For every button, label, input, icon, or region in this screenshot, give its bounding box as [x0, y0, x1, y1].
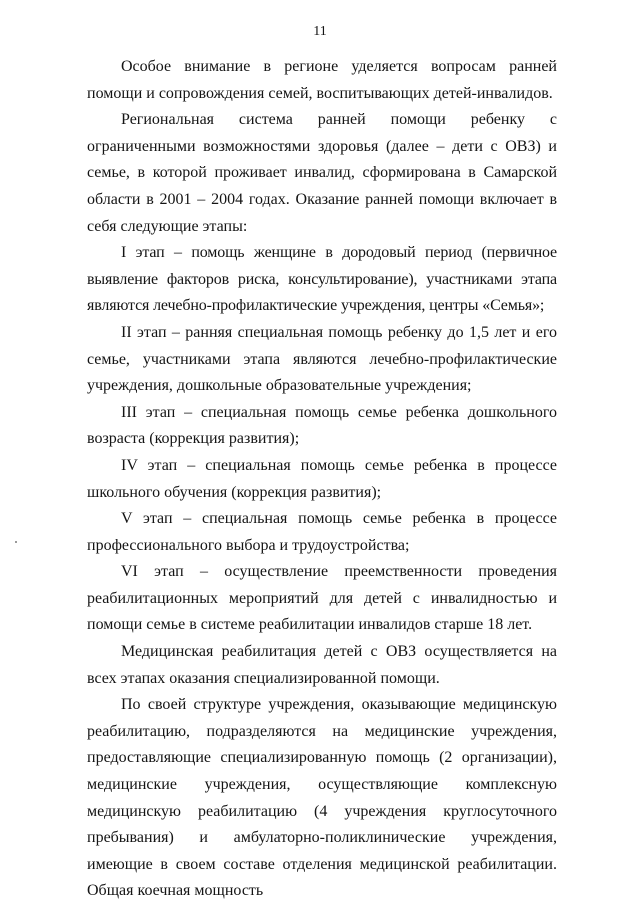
document-body [87, 54, 557, 905]
page-number: 11 [313, 24, 327, 39]
paragraph-stage-2: II этап – ранняя специальная помощь ребенку до 1,5 лет и его семье, участниками этапа являются лечебно-профилактические учреждения, дошкольные образовательные учреждения; [87, 323, 557, 395]
paragraph-stage-3: III этап – специальная помощь семье ребенка дошкольного возраста (коррекция развития); [87, 403, 557, 448]
paragraph-stage-6: VI этап – осуществление преемственности проведения реабилитационных мероприятий для детей с инвалидностью и помощи семье в системе реабилитации инвалидов старше 18 лет. [87, 563, 557, 634]
paragraph-early-help-intro: Особое внимание в регионе уделяется вопросам ранней помощи и сопровождения семей, воспитывающих детей-инвалидов. [87, 58, 557, 102]
scan-speck [15, 541, 17, 543]
paragraph-stage-4: IV этап – специальная помощь семье ребенка в процессе школьного обучения (коррекция развития); [87, 456, 557, 501]
paragraph-stage-1: I этап – помощь женщине в дородовый период (первичное выявление факторов риска, консультирование), участниками этапа являются лечебно-профилактические учреждения, центры «Семья»; [87, 244, 557, 315]
paragraph-stage-5: V этап – специальная помощь семье ребенка в процессе профессионального выбора и трудоустройства; [87, 510, 557, 554]
paragraph-medical-rehabilitation: Медицинская реабилитация детей с ОВЗ осуществляется на всех этапах оказания специализированной помощи. [87, 643, 557, 687]
paragraph-regional-system: Региональная система ранней помощи ребенку с ограниченными возможностями здоровья (далее – дети с ОВЗ) и семье, в которой проживает инвалид, сформирована в Самарской области в 2001 – 2004 годах. Оказание ранней помощи включает в себя следующие этапы: [87, 111, 557, 235]
paragraph-institution-structure: По своей структуре учреждения, оказывающие медицинскую реабилитацию, подразделяются на медицинские учреждения, предоставляющие специализированную помощь (2 организации), медицинские учреждения, осуществляющие комплексную медицинскую реабилитацию (4 учреждения круглосуточного пребывания) и амбулаторно-поликлинические учреждения, имеющие в своем составе отделения медицинской реабилитации. Общая коечная мощность [87, 696, 557, 900]
